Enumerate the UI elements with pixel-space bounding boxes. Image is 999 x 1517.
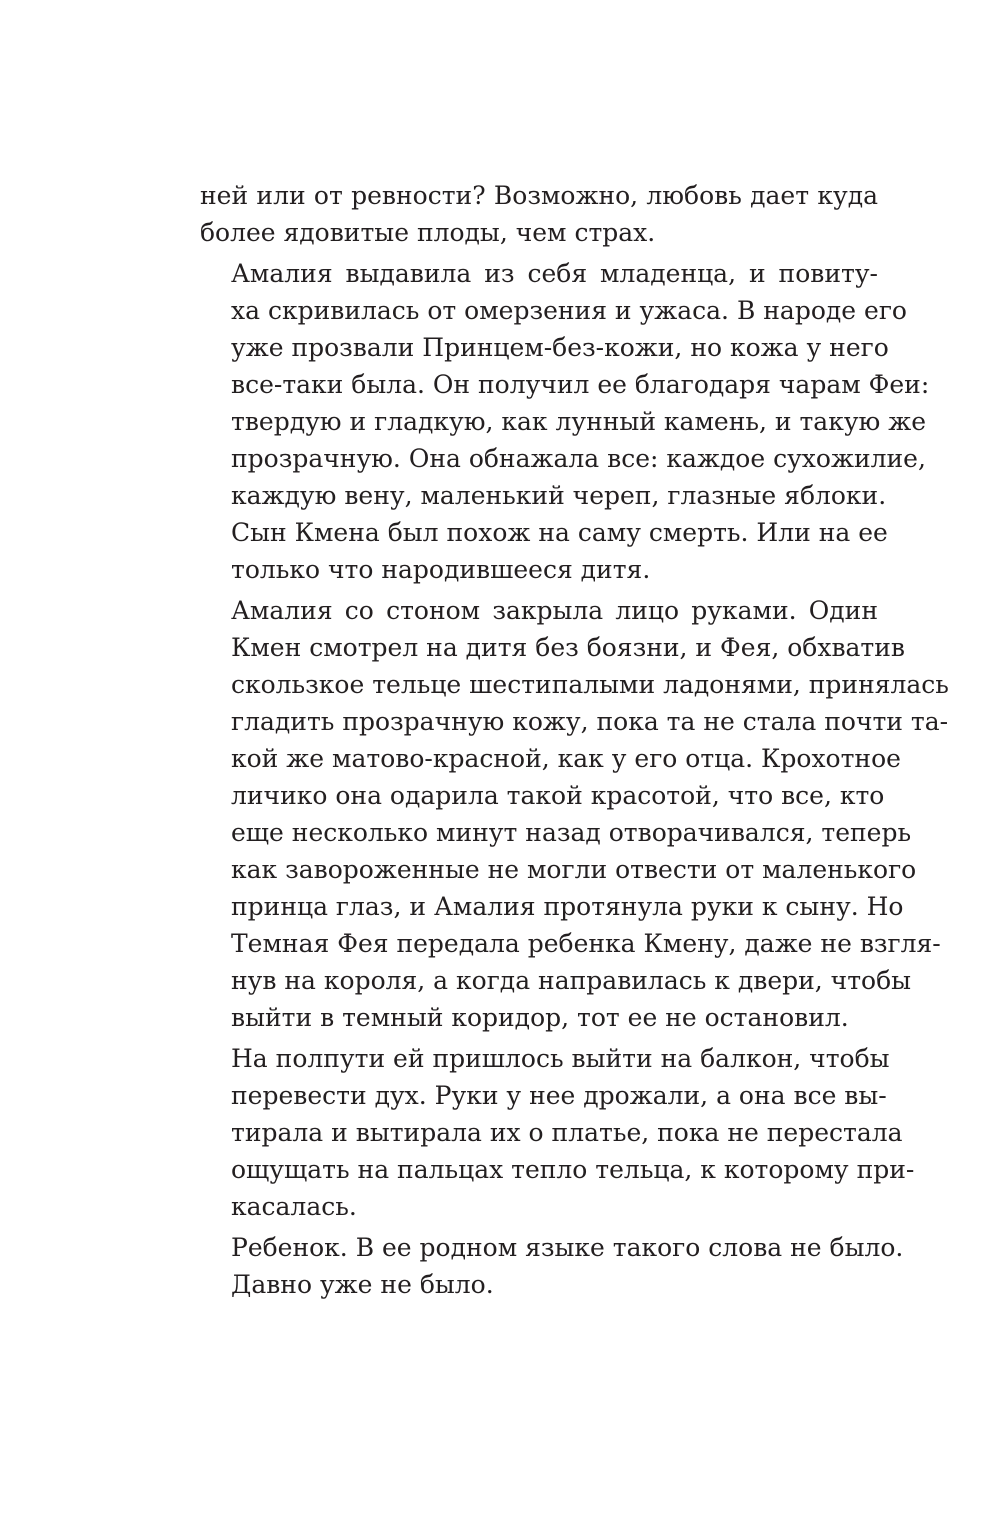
text-line: более ядовитые плоды, чем страх. bbox=[200, 218, 656, 247]
text-line: касалась. bbox=[231, 1192, 357, 1221]
text-line: ощущать на пальцах тепло тельца, к которому при- bbox=[231, 1155, 915, 1184]
text-line: Сын Кмена был похож на саму смерть. Или на ее bbox=[231, 518, 888, 547]
text-line: Давно уже не было. bbox=[231, 1270, 494, 1299]
paragraph-4 bbox=[200, 1040, 915, 1225]
paragraph-3 bbox=[200, 592, 949, 1036]
text-line: Ребенок. В ее родном языке такого слова не было. bbox=[231, 1233, 904, 1262]
text-line: как завороженные не могли отвести от маленького bbox=[231, 855, 917, 884]
text-line: скользкое тельце шестипалыми ладонями, принялась bbox=[231, 670, 949, 699]
page-text bbox=[200, 177, 949, 1303]
text-line: выйти в темный коридор, тот ее не остановил. bbox=[231, 1003, 849, 1032]
text-line: еще несколько минут назад отворачивался, теперь bbox=[231, 818, 912, 847]
text-line: уже прозвали Принцем-без-кожи, но кожа у него bbox=[231, 333, 889, 362]
paragraph-1 bbox=[200, 177, 878, 251]
paragraph-2 bbox=[200, 255, 930, 588]
text-line: только что народившееся дитя. bbox=[231, 555, 651, 584]
text-line: принца глаз, и Амалия протянула руки к сыну. Но bbox=[231, 892, 904, 921]
text-line: твердую и гладкую, как лунный камень, и такую же bbox=[231, 407, 927, 436]
text-line: кой же матово-красной, как у его отца. Крохотное bbox=[231, 744, 901, 773]
text-line: все-таки была. Он получил ее благодаря чарам Феи: bbox=[231, 370, 930, 399]
text-line: Кмен смотрел на дитя без боязни, и Фея, обхватив bbox=[231, 633, 905, 662]
text-line: Амалия со стоном закрыла лицо руками. Один bbox=[231, 596, 878, 625]
text-line: Амалия выдавила из себя младенца, и повиту- bbox=[231, 259, 878, 288]
text-line: нув на короля, а когда направилась к двери, чтобы bbox=[231, 966, 912, 995]
text-line: ха скривилась от омерзения и ужаса. В народе его bbox=[231, 296, 907, 325]
text-line: ней или от ревности? Возможно, любовь дает куда bbox=[200, 181, 878, 210]
text-line: На полпути ей пришлось выйти на балкон, чтобы bbox=[231, 1044, 890, 1073]
text-line: тирала и вытирала их о платье, пока не перестала bbox=[231, 1118, 903, 1147]
text-line: личико она одарила такой красотой, что все, кто bbox=[231, 781, 885, 810]
paragraph-5 bbox=[200, 1229, 904, 1303]
text-line: прозрачную. Она обнажала все: каждое сухожилие, bbox=[231, 444, 926, 473]
text-line: Темная Фея передала ребенка Кмену, даже не взгля- bbox=[231, 929, 941, 958]
text-line: каждую вену, маленький череп, глазные яблоки. bbox=[231, 481, 887, 510]
text-line: гладить прозрачную кожу, пока та не стала почти та- bbox=[231, 707, 949, 736]
text-line: перевести дух. Руки у нее дрожали, а она все вы- bbox=[231, 1081, 887, 1110]
